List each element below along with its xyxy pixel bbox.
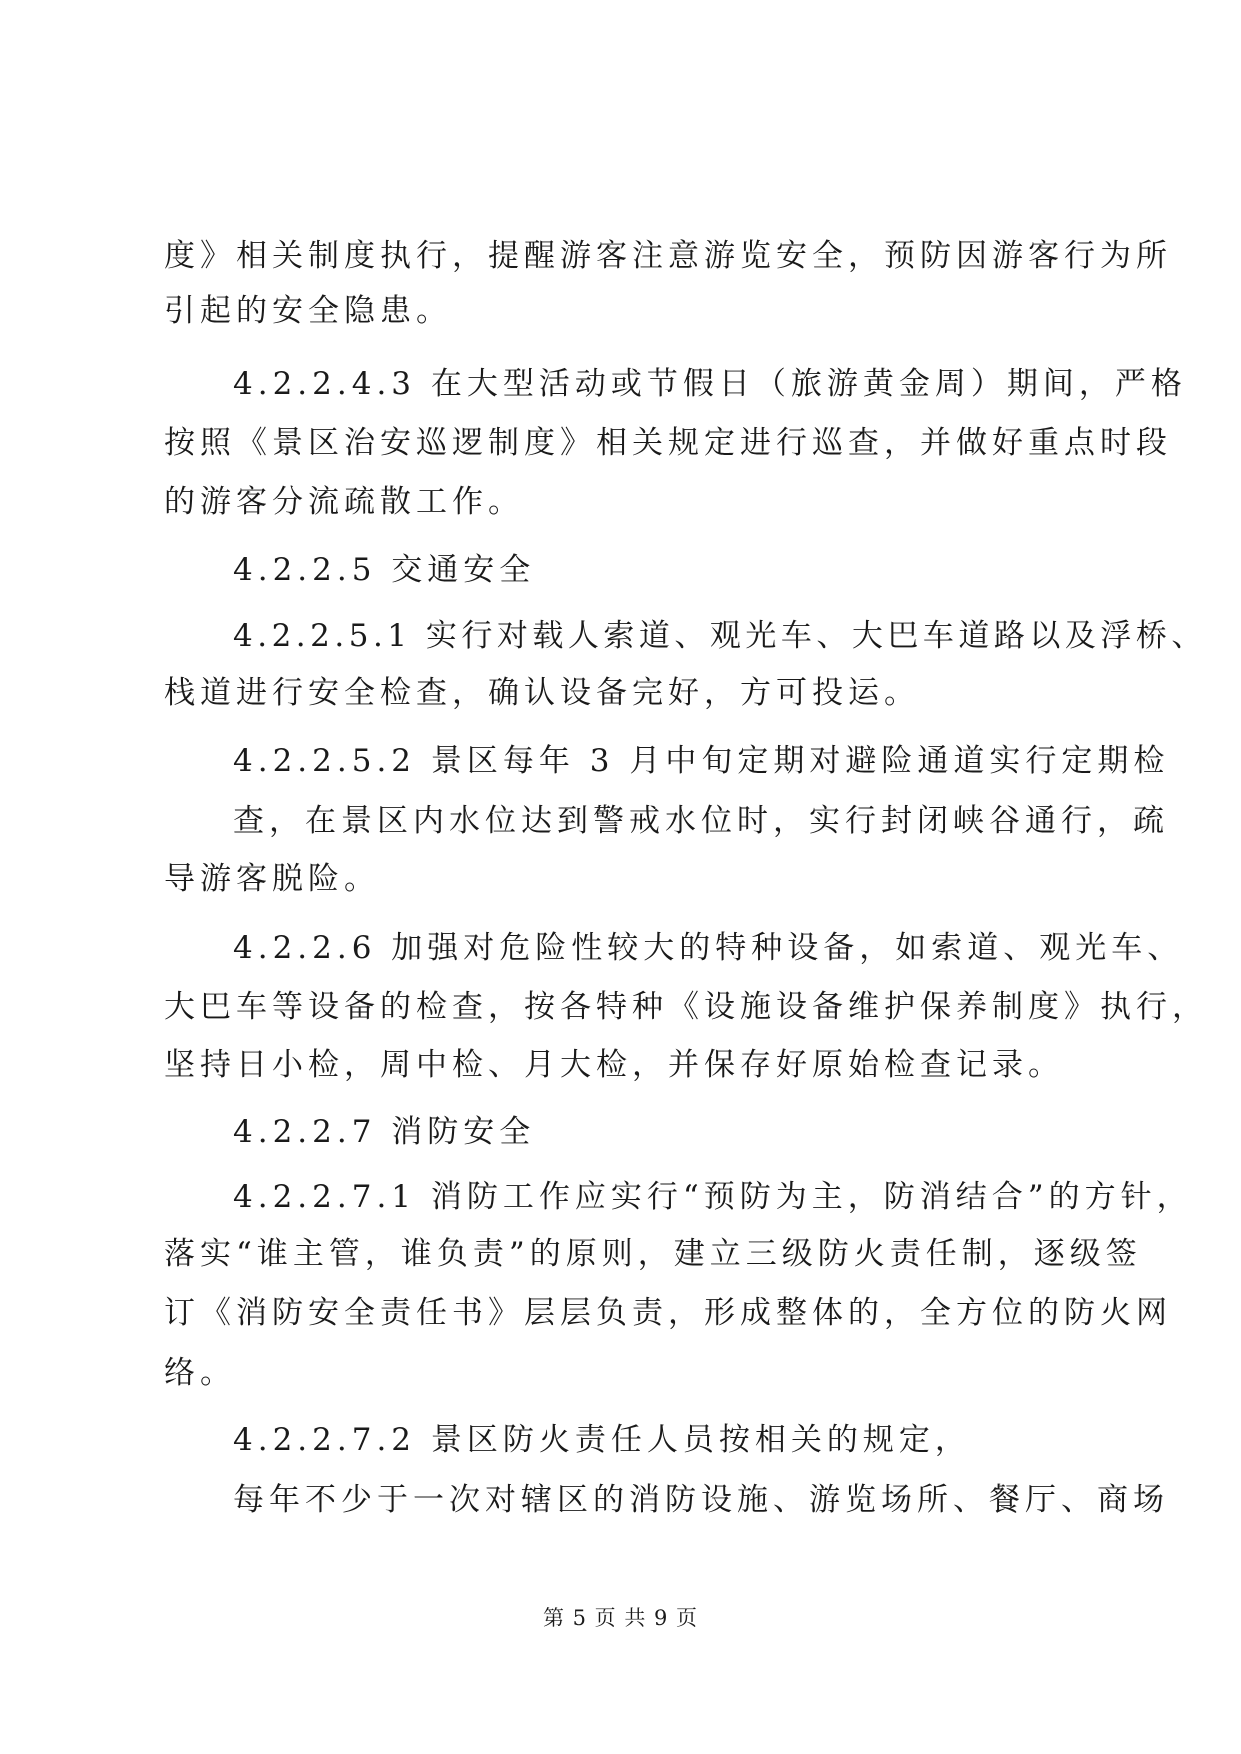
- paragraph-line: 大巴车等设备的检查，按各特种《设施设备维护保养制度》执行，: [164, 989, 1208, 1025]
- paragraph-line: 导游客脱险。: [164, 861, 380, 897]
- paragraph-line: 坚持日小检，周中检、月大检，并保存好原始检查记录。: [164, 1047, 1064, 1083]
- paragraph-line: 4.2.2.7.2 景区防火责任人员按相关的规定，: [233, 1422, 971, 1458]
- paragraph-line: 落实“谁主管，谁负责”的原则，建立三级防火责任制，逐级签: [164, 1236, 1142, 1272]
- paragraph-line: 4.2.2.5.1 实行对载人索道、观光车、大巴车道路以及浮桥、: [233, 618, 1207, 654]
- paragraph-line: 订《消防安全责任书》层层负责，形成整体的，全方位的防火网: [164, 1295, 1172, 1331]
- paragraph-line: 4.2.2.4.3 在大型活动或节假日（旅游黄金周）期间，严格: [233, 366, 1187, 402]
- paragraph-line: 查，在景区内水位达到警戒水位时，实行封闭峡谷通行，疏: [233, 803, 1169, 839]
- paragraph-line: 按照《景区治安巡逻制度》相关规定进行巡查，并做好重点时段: [164, 425, 1172, 461]
- paragraph-line: 每年不少于一次对辖区的消防设施、游览场所、餐厅、商场: [233, 1482, 1169, 1518]
- paragraph-line: 的游客分流疏散工作。: [164, 484, 524, 520]
- section-heading: 4.2.2.5 交通安全: [233, 552, 536, 588]
- paragraph-line: 络。: [164, 1355, 236, 1391]
- paragraph-line: 4.2.2.5.2 景区每年 3 月中旬定期对避险通道实行定期检: [233, 743, 1170, 779]
- paragraph-line: 4.2.2.6 加强对危险性较大的特种设备，如索道、观光车、: [233, 930, 1184, 966]
- paragraph-line: 引起的安全隐患。: [164, 293, 452, 329]
- paragraph-line: 4.2.2.7.1 消防工作应实行“预防为主，防消结合”的方针，: [233, 1179, 1193, 1215]
- paragraph-line: 度》相关制度执行，提醒游客注意游览安全，预防因游客行为所: [164, 238, 1172, 274]
- page-number-footer: 第 5 页 共 9 页: [542, 1606, 699, 1630]
- paragraph-line: 栈道进行安全检查，确认设备完好，方可投运。: [164, 675, 920, 711]
- section-heading: 4.2.2.7 消防安全: [233, 1114, 536, 1150]
